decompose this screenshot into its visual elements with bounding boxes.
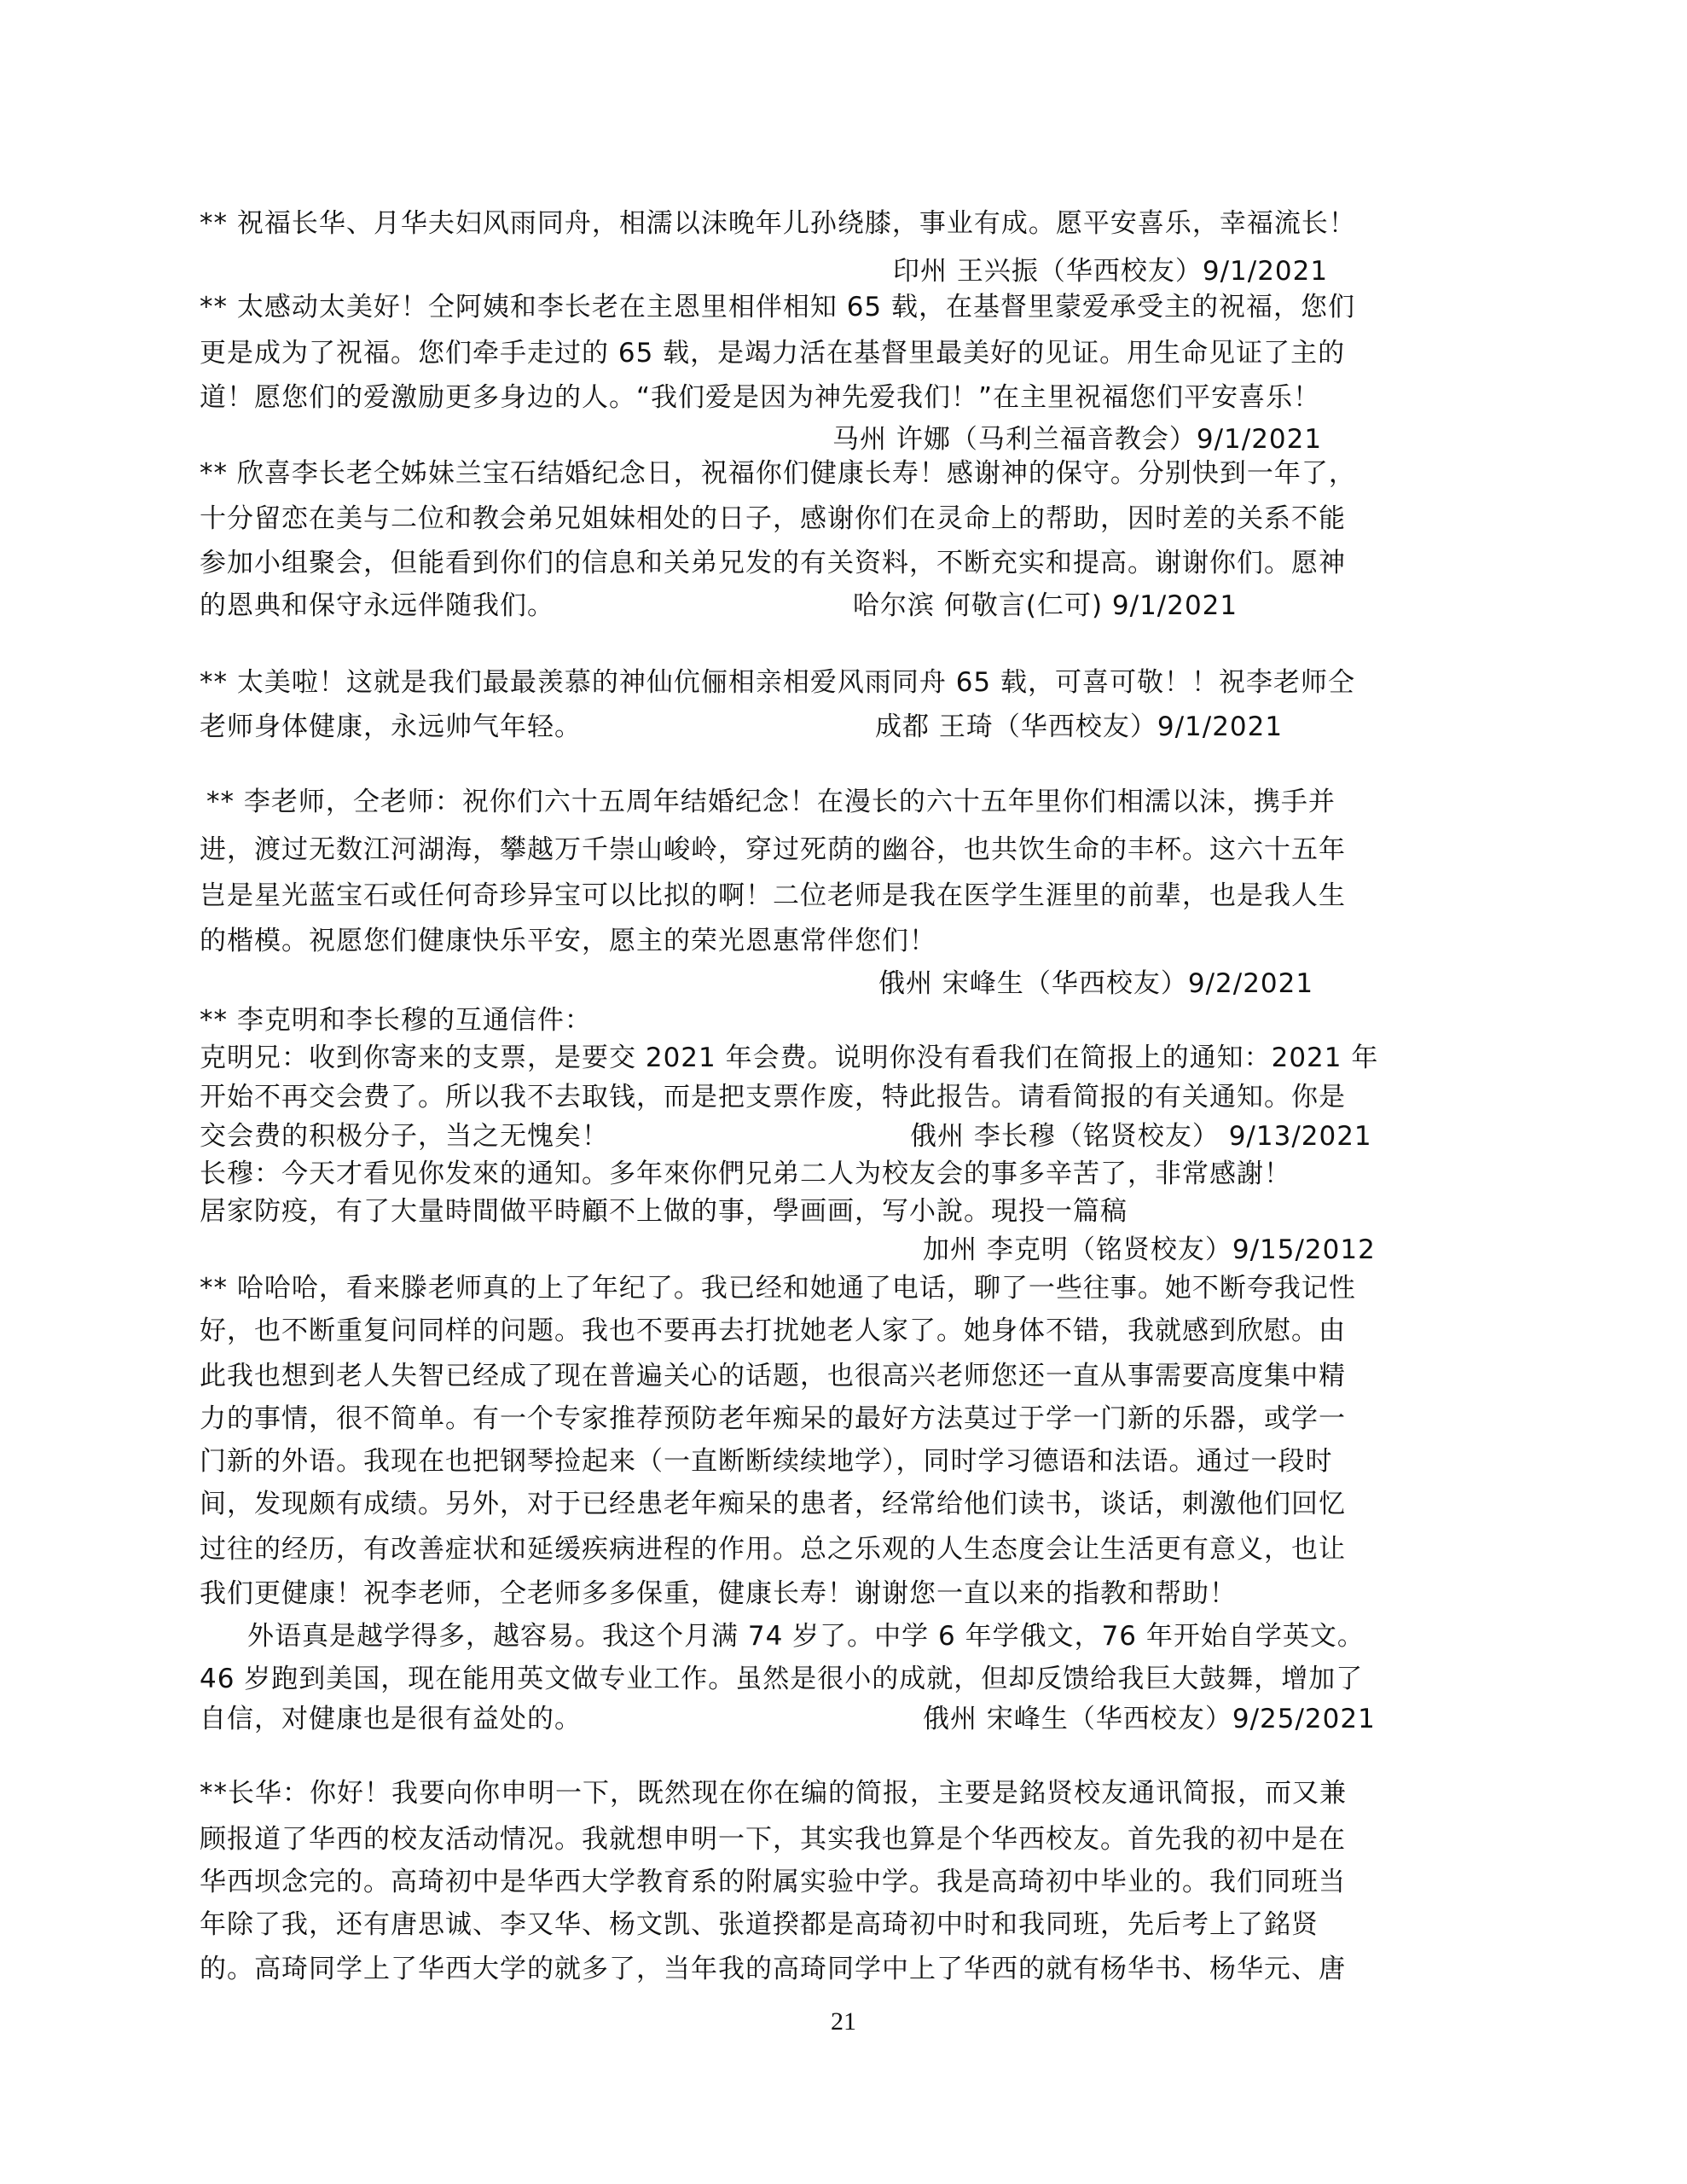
text-line: 力的事情，很不简单。有一个专家推荐预防老年痴呆的最好方法莫过于学一门新的乐器，或学一 [200,1403,1346,1434]
text-line: 的。高琦同学上了华西大学的就多了，当年我的高琦同学中上了华西的就有杨华书、杨华元、唐 [200,1954,1346,1984]
text-line: 我们更健康！祝李老师，仝老师多多保重，健康长寿！谢谢您一直以来的指教和帮助！ [200,1578,1237,1609]
page-number: 21 [831,2007,856,2036]
text-line: ** 欣喜李长老仝姊妹兰宝石结婚纪念日，祝福你们健康长寿！感谢神的保守。分别快到一年了， [200,458,1356,489]
text-line: ** 太美啦！这就是我们最最羡慕的神仙伉俪相亲相爱风雨同舟 65 载，可喜可敬！！祝李老师仝 [200,667,1356,698]
text-line: 岂是星光蓝宝石或任何奇珍异宝可以比拟的啊！二位老师是我在医学生涯里的前辈，也是我人生 [200,880,1346,911]
text-line: ** 李克明和李长穆的互通信件： [200,1005,592,1036]
text-line: ** 太感动太美好！仝阿姨和李长老在主恩里相伴相知 65 载，在基督里蒙爱承受主的祝福，您们 [200,292,1356,322]
text-line: 进，渡过无数江河湖海，攀越万千崇山峻岭，穿过死荫的幽谷，也共饮生命的丰杯。这六十五年 [200,834,1346,865]
text-line: 参加小组聚会，但能看到你们的信息和关弟兄发的有关资料，不断充实和提高。谢谢你们。愿神 [200,548,1346,578]
text-line: 46 岁跑到美国，现在能用英文做专业工作。虽然是很小的成就，但却反馈给我巨大鼓舞，增加了 [200,1664,1364,1694]
text-line: 自信，对健康也是很有益处的。 [200,1704,582,1734]
text-line: 开始不再交会费了。所以我不去取钱，而是把支票作废，特此报告。请看简报的有关通知。你是 [200,1082,1346,1112]
text-line: 年除了我，还有唐思诚、李又华、杨文凯、张道揆都是高琦初中时和我同班，先后考上了銘贤 [200,1909,1319,1940]
text-line: 门新的外语。我现在也把钢琴捡起来（一直断断续续地学），同时学习德语和法语。通过一段时 [200,1446,1333,1477]
text-line: 好，也不断重复问同样的问题。我也不要再去打扰她老人家了。她身体不错，我就感到欣慰。由 [200,1316,1346,1346]
text-line: 印州 王兴振（华西校友）9/1/2021 [893,256,1329,287]
text-line: 马州 许娜（马利兰福音教会）9/1/2021 [832,424,1323,455]
text-line: 顾报道了华西的校友活动情况。我就想申明一下，其实我也算是个华西校友。首先我的初中是在 [200,1824,1346,1855]
text-line: ** 李老师，仝老师：祝你们六十五周年结婚纪念！在漫长的六十五年里你们相濡以沫，携手并 [206,787,1336,817]
text-line: **长华：你好！我要向你申明一下，既然现在你在编的简报，主要是銘贤校友通讯简报，而又兼 [200,1778,1347,1809]
text-line: 加州 李克明（铭贤校友）9/15/2012 [923,1234,1376,1265]
text-line: 交会费的积极分子，当之无愧矣！ [200,1121,609,1152]
text-line: ** 祝福长华、月华夫妇风雨同舟，相濡以沫晚年儿孙绕膝，事业有成。愿平安喜乐，幸福流长！ [200,208,1356,239]
text-line: 哈尔滨 何敬言(仁可) 9/1/2021 [853,590,1238,621]
text-line: 长穆：今天才看见你发來的通知。多年來你們兄弟二人为校友会的事多辛苦了，非常感謝！ [200,1159,1291,1189]
text-line: 更是成为了祝福。您们牵手走过的 65 载，是竭力活在基督里最美好的见证。用生命见证了主的 [200,338,1346,369]
text-line: 此我也想到老人失智已经成了现在普遍关心的话题，也很高兴老师您还一直从事需要高度集中精 [200,1361,1346,1391]
text-line: 的楷模。祝愿您们健康快乐平安，愿主的荣光恩惠常伴您们！ [200,926,936,956]
text-line: 十分留恋在美与二位和教会弟兄姐妹相处的日子，感谢你们在灵命上的帮助，因时差的关系不能 [200,503,1346,534]
text-line: 俄州 宋峰生（华西校友）9/25/2021 [923,1704,1376,1734]
text-line: 的恩典和保守永远伴随我们。 [200,590,554,621]
text-line: 过往的经历，有改善症状和延缓疾病进程的作用。总之乐观的人生态度会让生活更有意义，也让 [200,1534,1346,1565]
text-line: 间，发现颇有成绩。另外，对于已经患老年痴呆的患者，经常给他们读书，谈话，刺激他们回忆 [200,1489,1346,1519]
text-line: 俄州 李长穆（铭贤校友） 9/13/2021 [910,1121,1372,1152]
text-line: 俄州 宋峰生（华西校友）9/2/2021 [878,968,1314,999]
text-line: ** 哈哈哈，看来滕老师真的上了年纪了。我已经和她通了电话，聊了一些往事。她不断夸我记性 [200,1273,1356,1304]
text-line: 外语真是越学得多，越容易。我这个月满 74 岁了。中学 6 年学俄文，76 年开始自学英文。 [247,1621,1365,1652]
text-line: 老师身体健康，永远帅气年轻。 [200,712,582,742]
text-line: 道！愿您们的爱激励更多身边的人。“我们爱是因为神先爱我们！”在主里祝福您们平安喜乐！ [200,382,1321,413]
text-line: 居家防疫，有了大量時間做平時顧不上做的事，學画画，写小說。現投一篇稿 [200,1196,1128,1227]
text-line: 克明兄：收到你寄来的支票，是要交 2021 年会费。说明你没有看我们在简报上的通知：2021 年 [200,1043,1379,1073]
text-line: 成都 王琦（华西校友）9/1/2021 [875,712,1284,742]
text-line: 华西坝念完的。高琦初中是华西大学教育系的附属实验中学。我是高琦初中毕业的。我们同班当 [200,1867,1346,1897]
